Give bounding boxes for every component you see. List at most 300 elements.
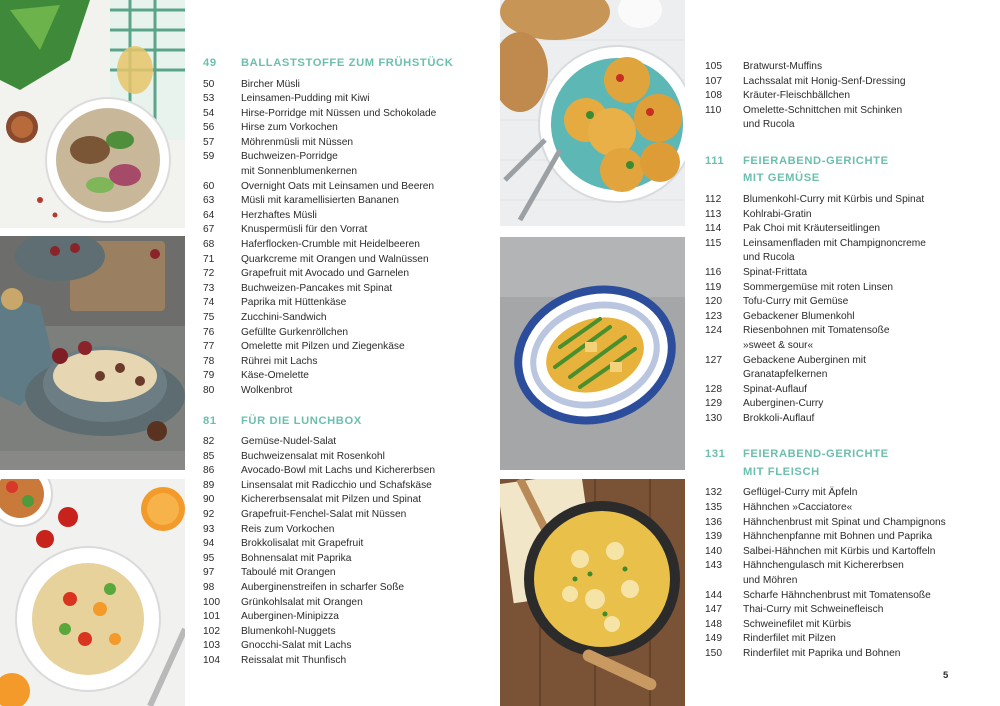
entry-page-number: 116 <box>705 266 722 278</box>
entry-title <box>743 486 967 501</box>
title-text: Blumenkohl-Nuggets <box>241 625 336 637</box>
toc-entry <box>705 251 967 266</box>
title-text: Gebackener Blumenkohl <box>743 310 855 322</box>
toc-entry <box>705 281 967 296</box>
entry-title <box>241 326 473 341</box>
toc-left-column <box>203 55 473 669</box>
entry-title <box>743 530 967 545</box>
toc-entry <box>203 165 473 180</box>
photo-tabbouleh-plate <box>0 479 185 706</box>
entry-page-number: 59 <box>203 151 215 163</box>
entry-page-number: 68 <box>203 239 215 251</box>
toc-entry <box>203 92 473 107</box>
title-text: Pak Choi mit Kräuterseitlingen <box>743 223 881 235</box>
toc-entry <box>203 107 473 122</box>
title-text: Omelette-Schnittchen mit Schinken <box>743 104 903 116</box>
entry-page-number <box>705 574 743 589</box>
entry-title <box>743 310 967 325</box>
title-text: Gebackene Auberginen mit <box>743 354 866 366</box>
title-text: Overnight Oats mit Leinsamen und Beeren <box>241 180 435 192</box>
entry-page-number: 85 <box>203 450 215 462</box>
entry-page-number: 80 <box>203 384 215 396</box>
toc-entry <box>705 104 967 119</box>
entry-title <box>743 208 967 223</box>
toc-entry <box>705 310 967 325</box>
toc-entry <box>705 383 967 398</box>
toc-entry <box>705 60 967 75</box>
toc-entry <box>203 369 473 384</box>
entry-title <box>241 311 473 326</box>
entry-title <box>241 596 473 611</box>
title-text: Auberginenstreifen in scharfer Soße <box>241 582 405 593</box>
title-text: Kichererbsensalat mit Pilzen und Spinat <box>241 494 422 506</box>
entry-page-number: 143 <box>705 560 722 572</box>
entry-title <box>241 639 473 654</box>
section-heading <box>203 413 473 431</box>
title-text: Auberginen-Curry <box>743 398 824 410</box>
entry-title <box>241 552 473 567</box>
entry-page-number: 75 <box>203 312 215 323</box>
title-text: Quarkcreme mit Orangen und Walnüssen <box>241 253 429 265</box>
entry-title <box>743 618 967 633</box>
title-text: Gemüse-Nudel-Salat <box>241 436 337 448</box>
entry-page-number: 129 <box>705 398 722 410</box>
title-text: Buchweizensalat mit Rosenkohl <box>241 450 385 462</box>
title-text: Riesenbohnen mit Tomatensoße <box>743 325 890 337</box>
toc-entry <box>705 397 967 412</box>
toc-entry <box>705 632 967 647</box>
toc-entry <box>705 237 967 252</box>
entry-page-number: 95 <box>203 552 215 564</box>
title-text: Gnocchi-Salat mit Lachs <box>241 640 352 652</box>
toc-entry <box>203 435 473 450</box>
toc-entry <box>705 295 967 310</box>
toc-entry <box>705 193 967 208</box>
title-text: Herzhaftes Müsli <box>241 209 317 221</box>
title-text: Rührei mit Lachs <box>241 355 318 367</box>
entry-page-number: 100 <box>203 596 220 608</box>
title-text: Schweinefilet mit Kürbis <box>743 618 852 630</box>
entry-title <box>743 193 967 208</box>
title-text: BALLASTSTOFFE ZUM FRÜHSTÜCK <box>241 57 454 69</box>
entry-title <box>241 625 473 640</box>
entry-title <box>241 253 473 268</box>
title-text: Knuspermüsli für den Vorrat <box>241 224 368 236</box>
title-text: und Rucola <box>743 119 795 131</box>
toc-entry <box>705 354 967 369</box>
entry-page-number: 98 <box>203 582 215 593</box>
entry-page-number: 123 <box>705 310 722 322</box>
toc-entry <box>203 464 473 479</box>
toc-entry <box>203 194 473 209</box>
title-text: Leinsamen-Pudding mit Kiwi <box>241 93 370 105</box>
title-text: Grapefruit-Fenchel-Salat mit Nüssen <box>241 509 407 521</box>
entry-title <box>241 523 473 538</box>
entry-title <box>241 194 473 209</box>
entry-title <box>241 610 473 625</box>
entry-title <box>241 267 473 282</box>
toc-entry <box>705 530 967 545</box>
entry-page-number: 140 <box>705 545 722 557</box>
toc-entry <box>705 208 967 223</box>
entry-page-number: 73 <box>203 282 215 294</box>
entry-page-number: 54 <box>203 107 215 119</box>
title-text: Kohlrabi-Gratin <box>743 208 812 220</box>
title-text: Möhrenmüsli mit Nüssen <box>241 136 354 148</box>
toc-entry <box>705 339 967 354</box>
entry-page-number: 149 <box>705 633 722 645</box>
section-heading <box>203 55 473 73</box>
entry-title <box>743 339 967 354</box>
title-text: Grapefruit mit Avocado und Garnelen <box>241 268 410 280</box>
entry-page-number: 72 <box>203 268 215 280</box>
entry-title <box>241 435 473 450</box>
title-text: Käse-Omelette <box>241 370 309 382</box>
toc-entry <box>705 324 967 339</box>
entry-title <box>241 355 473 370</box>
toc-entry <box>705 603 967 618</box>
entry-title <box>241 136 473 151</box>
entry-title <box>743 589 967 604</box>
toc-entry <box>203 326 473 341</box>
section-page-number: 111 <box>705 154 725 167</box>
entry-title <box>743 412 967 427</box>
entry-title <box>241 296 473 311</box>
toc-entry <box>203 136 473 151</box>
entry-title <box>743 632 967 647</box>
entry-title <box>241 238 473 253</box>
entry-page-number <box>705 339 743 354</box>
title-text: Spinat-Auflauf <box>743 383 807 395</box>
title-text: und Möhren <box>743 575 798 587</box>
entry-page-number: 147 <box>705 604 722 616</box>
entry-title <box>241 566 473 581</box>
toc-entry <box>203 552 473 567</box>
toc-entry <box>203 537 473 552</box>
title-text: Müsli mit karamellisierten Bananen <box>241 195 399 207</box>
entry-title <box>241 223 473 238</box>
toc-entry <box>203 340 473 355</box>
entry-page-number: 150 <box>705 648 722 659</box>
toc-entry <box>203 596 473 611</box>
entry-page-number: 50 <box>203 78 215 90</box>
title-text: FEIERABEND-GERICHTE <box>743 154 889 167</box>
entry-title <box>241 384 473 399</box>
entry-page-number: 114 <box>705 223 722 235</box>
entry-page-number <box>705 118 743 133</box>
entry-page-number: 67 <box>203 224 215 236</box>
entry-title <box>241 450 473 465</box>
title-text: Lachssalat mit Honig-Senf-Dressing <box>743 75 906 87</box>
entry-page-number: 74 <box>203 297 215 309</box>
section-title <box>743 446 967 481</box>
title-text: Hähnchenpfanne mit Bohnen und Paprika <box>743 531 933 543</box>
toc-entry <box>705 516 967 531</box>
entry-title <box>743 647 967 662</box>
entry-title <box>743 295 967 310</box>
title-text: mit Sonnenblumenkernen <box>241 166 358 178</box>
toc-entry <box>203 450 473 465</box>
toc-entry <box>203 311 473 326</box>
toc-entry <box>705 222 967 237</box>
toc-entry <box>705 368 967 383</box>
toc-entry <box>203 566 473 581</box>
entry-title <box>241 92 473 107</box>
title-text: Spinat-Frittata <box>743 266 807 278</box>
section-heading <box>705 153 967 188</box>
title-text-line2: MIT FLEISCH <box>743 465 820 478</box>
toc-entry <box>203 223 473 238</box>
title-text: Wolkenbrot <box>241 384 293 396</box>
toc-entry <box>203 78 473 93</box>
entry-title <box>241 209 473 224</box>
photo-porridge-figs <box>0 236 185 470</box>
entry-title <box>241 369 473 384</box>
title-text: Salbei-Hähnchen mit Kürbis und Kartoffeln <box>743 545 936 557</box>
entry-page-number: 107 <box>705 75 722 87</box>
entry-page-number: 79 <box>203 370 215 382</box>
toc-entry <box>203 610 473 625</box>
title-text-line2: MIT GEMÜSE <box>743 172 820 185</box>
title-text: Brokkoli-Auflauf <box>743 412 815 424</box>
entry-title <box>743 545 967 560</box>
toc-entry <box>705 545 967 560</box>
entry-title <box>241 165 473 180</box>
title-text: Hähnchenbrust mit Spinat und Champignons <box>743 516 946 528</box>
entry-page-number: 77 <box>203 341 215 353</box>
entry-page-number: 120 <box>705 296 722 308</box>
title-text: Tofu-Curry mit Gemüse <box>743 296 849 308</box>
toc-entry <box>203 508 473 523</box>
title-text: Thai-Curry mit Schweinefleisch <box>743 604 884 616</box>
title-text: Granatapfelkernen <box>743 369 828 381</box>
entry-page-number <box>705 368 743 383</box>
toc-entry <box>203 523 473 538</box>
entry-page-number: 128 <box>705 383 722 395</box>
entry-page-number: 90 <box>203 494 215 506</box>
entry-page-number: 63 <box>203 195 215 207</box>
entry-page-number: 97 <box>203 567 215 579</box>
title-text: Sommergemüse mit roten Linsen <box>743 281 894 293</box>
entry-page-number: 82 <box>203 436 215 448</box>
section-page-number: 81 <box>203 414 217 427</box>
entry-page-number: 124 <box>705 325 722 337</box>
entry-page-number: 104 <box>203 654 220 666</box>
section-title <box>241 55 473 73</box>
entry-page-number: 71 <box>203 253 215 265</box>
toc-entry <box>203 384 473 399</box>
title-text: Buchweizen-Pancakes mit Spinat <box>241 282 393 294</box>
toc-entry <box>705 647 967 662</box>
entry-title <box>241 180 473 195</box>
entry-title <box>743 89 967 104</box>
title-text: Rinderfilet mit Pilzen <box>743 633 836 645</box>
title-text: »sweet & sour« <box>743 339 814 351</box>
entry-title <box>743 237 967 252</box>
title-text: Zucchini-Sandwich <box>241 312 327 323</box>
entry-page-number: 101 <box>203 611 220 623</box>
toc-entry <box>705 266 967 281</box>
toc-entry <box>203 282 473 297</box>
entry-page-number: 102 <box>203 625 220 637</box>
title-text: Gefüllte Gurkenröllchen <box>241 326 349 338</box>
entry-title <box>743 603 967 618</box>
section-title <box>743 153 967 188</box>
title-text: Bohnensalat mit Paprika <box>241 552 352 564</box>
toc-entry <box>203 150 473 165</box>
entry-page-number: 103 <box>203 640 220 652</box>
entry-page-number: 110 <box>705 104 722 116</box>
entry-title <box>743 75 967 90</box>
title-text: Rinderfilet mit Paprika und Bohnen <box>743 648 901 659</box>
entry-title <box>241 508 473 523</box>
entry-title <box>743 222 967 237</box>
title-text: Geflügel-Curry mit Äpfeln <box>743 487 858 499</box>
entry-page-number: 108 <box>705 90 722 102</box>
entry-page-number: 86 <box>203 465 215 477</box>
title-text: Kräuter-Fleischbällchen <box>743 90 851 102</box>
toc-entry <box>705 89 967 104</box>
title-text: Auberginen-Minipizza <box>241 611 339 623</box>
toc-entry <box>705 75 967 90</box>
entry-title <box>743 559 967 574</box>
entry-title <box>743 324 967 339</box>
title-text: Omelette mit Pilzen und Ziegenkäse <box>241 341 405 353</box>
toc-entry <box>705 501 967 516</box>
entry-page-number: 136 <box>705 516 722 528</box>
title-text: Hähnchengulasch mit Kichererbsen <box>743 560 904 572</box>
toc-entry <box>705 118 967 133</box>
title-text: Haferflocken-Crumble mit Heidelbeeren <box>241 239 420 251</box>
entry-title <box>743 501 967 516</box>
entry-page-number: 105 <box>705 61 722 72</box>
entry-title <box>241 537 473 552</box>
toc-entry <box>203 639 473 654</box>
entry-title <box>241 282 473 297</box>
page-number: 5 <box>943 670 949 681</box>
entry-title <box>241 121 473 136</box>
entry-page-number: 57 <box>203 136 215 148</box>
entry-title <box>743 60 967 75</box>
toc-entry <box>203 296 473 311</box>
toc-entry <box>705 559 967 574</box>
section-page-number: 131 <box>705 448 726 461</box>
entry-title <box>241 464 473 479</box>
entry-title <box>241 581 473 596</box>
entry-title <box>241 340 473 355</box>
entry-page-number <box>203 165 241 180</box>
entry-title <box>241 493 473 508</box>
section-heading <box>705 446 967 481</box>
entry-title <box>743 266 967 281</box>
entry-page-number: 144 <box>705 589 722 601</box>
title-text: Leinsamenfladen mit Champignoncreme <box>743 237 926 249</box>
entry-title <box>743 281 967 296</box>
entry-page-number: 115 <box>705 237 722 249</box>
entry-page-number: 113 <box>705 208 722 220</box>
toc-right-column <box>705 60 967 662</box>
entry-page-number: 132 <box>705 487 722 499</box>
toc-entry <box>203 180 473 195</box>
entry-title <box>241 107 473 122</box>
title-text: Bircher Müsli <box>241 78 300 90</box>
title-text: Buchweizen-Porridge <box>241 151 338 163</box>
title-text: Hähnchen »Cacciatore« <box>743 502 853 514</box>
title-text: Paprika mit Hüttenkäse <box>241 297 347 309</box>
section-page-number: 49 <box>203 57 217 69</box>
entry-title <box>743 251 967 266</box>
entry-page-number: 148 <box>705 618 722 630</box>
photo-bean-curry-dish <box>500 237 685 470</box>
entry-page-number: 92 <box>203 509 215 521</box>
toc-entry <box>203 479 473 494</box>
entry-title <box>241 479 473 494</box>
entry-page-number: 112 <box>705 193 722 205</box>
section-title <box>241 413 473 431</box>
entry-page-number: 119 <box>705 281 722 293</box>
photo-chicken-curry-pan <box>500 479 685 706</box>
entry-page-number: 89 <box>203 479 215 491</box>
toc-entry <box>203 209 473 224</box>
toc-entry <box>203 581 473 596</box>
toc-entry <box>203 238 473 253</box>
toc-entry <box>203 267 473 282</box>
entry-title <box>241 654 473 669</box>
entry-page-number: 127 <box>705 354 722 366</box>
title-text: Grünkohlsalat mit Orangen <box>241 596 363 608</box>
toc-entry <box>705 618 967 633</box>
title-text: FÜR DIE LUNCHBOX <box>241 414 362 427</box>
entry-page-number: 94 <box>203 538 215 550</box>
title-text: Bratwurst-Muffins <box>743 61 823 72</box>
entry-title <box>241 78 473 93</box>
title-text: Hirse-Porridge mit Nüssen und Schokolade <box>241 107 437 119</box>
entry-title <box>743 354 967 369</box>
entry-page-number: 78 <box>203 355 215 367</box>
entry-title <box>241 150 473 165</box>
toc-entry <box>203 625 473 640</box>
title-text: und Rucola <box>743 252 795 264</box>
toc-entry <box>705 574 967 589</box>
entry-title <box>743 397 967 412</box>
entry-page-number: 135 <box>705 502 722 514</box>
entry-page-number: 53 <box>203 93 215 105</box>
title-text: Reis zum Vorkochen <box>241 523 335 535</box>
entry-title <box>743 368 967 383</box>
toc-entry <box>203 355 473 370</box>
entry-page-number <box>705 251 743 266</box>
entry-title <box>743 574 967 589</box>
entry-title <box>743 104 967 119</box>
title-text: FEIERABEND-GERICHTE <box>743 448 889 461</box>
title-text: Reissalat mit Thunfisch <box>241 654 347 666</box>
toc-entry <box>203 253 473 268</box>
title-text: Blumenkohl-Curry mit Kürbis und Spinat <box>743 193 925 205</box>
toc-entry <box>203 121 473 136</box>
entry-page-number: 93 <box>203 523 215 535</box>
toc-entry <box>705 486 967 501</box>
entry-title <box>743 383 967 398</box>
title-text: Scharfe Hähnchenbrust mit Tomatensoße <box>743 589 931 601</box>
entry-page-number: 130 <box>705 412 722 424</box>
entry-page-number: 76 <box>203 326 215 338</box>
entry-page-number: 139 <box>705 531 722 543</box>
entry-page-number: 56 <box>203 122 215 134</box>
entry-page-number: 60 <box>203 180 215 192</box>
photo-buckwheat-bowl <box>0 0 185 228</box>
toc-entry <box>203 493 473 508</box>
title-text: Linsensalat mit Radicchio und Schafskäse <box>241 479 432 491</box>
